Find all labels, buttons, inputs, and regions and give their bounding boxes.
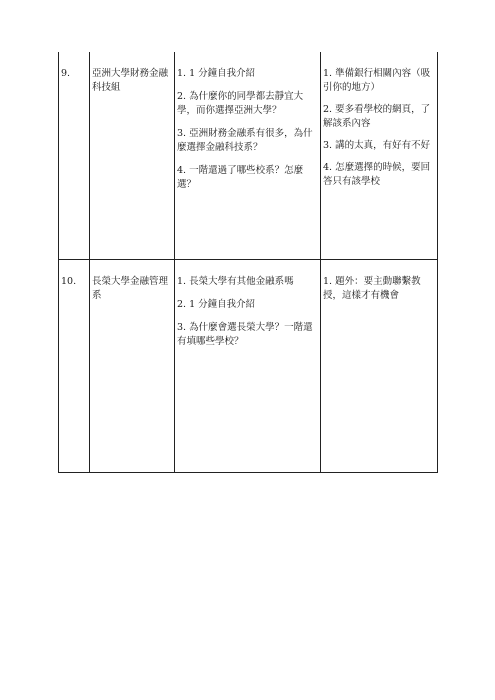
row-number-cell (59, 260, 90, 473)
question-item: 4. 一階還過了哪些校系？怎麼選？ (177, 165, 304, 190)
question-item: 2. 為什麼你的同學都去靜宜大學，而你選擇亞洲大學？ (177, 91, 304, 116)
row-number: 9. (61, 68, 71, 79)
table-row (59, 52, 438, 260)
department-cell (90, 52, 175, 260)
questions-cell (175, 260, 321, 473)
question-item: 1. 1 分鐘自我介紹 (177, 68, 256, 79)
interview-table (58, 52, 438, 473)
department-name: 亞洲大學財務金融科技組 (92, 68, 169, 93)
question-item: 1. 長榮大學有其他金融系嗎 (177, 276, 294, 287)
department-cell (90, 260, 175, 473)
tip-item: 1. 題外：要主動聯繫教授，這樣才有機會 (323, 276, 421, 301)
tips-cell (321, 52, 438, 260)
tips-cell (321, 260, 438, 473)
tip-item: 4. 怎麼選擇的時候，要回答只有該學校 (323, 162, 431, 187)
table-row (59, 260, 438, 473)
question-item: 2. 1 分鐘自我介紹 (177, 299, 256, 310)
tip-item: 2. 要多看學校的網頁，了解該系內容 (323, 104, 431, 129)
question-item: 3. 亞洲財務金融系有很多，為什麼選擇金融科技系？ (177, 128, 313, 153)
tip-item: 3. 講的太真，有好有不好 (323, 140, 431, 151)
row-number: 10. (61, 276, 77, 287)
tip-item: 1. 準備銀行相關內容（吸引你的地方） (323, 68, 431, 93)
questions-cell (175, 52, 321, 260)
question-item: 3. 為什麼會選長榮大學？一階還有填哪些學校？ (177, 322, 313, 347)
row-number-cell (59, 52, 90, 260)
department-name: 長榮大學金融管理系 (92, 276, 169, 301)
